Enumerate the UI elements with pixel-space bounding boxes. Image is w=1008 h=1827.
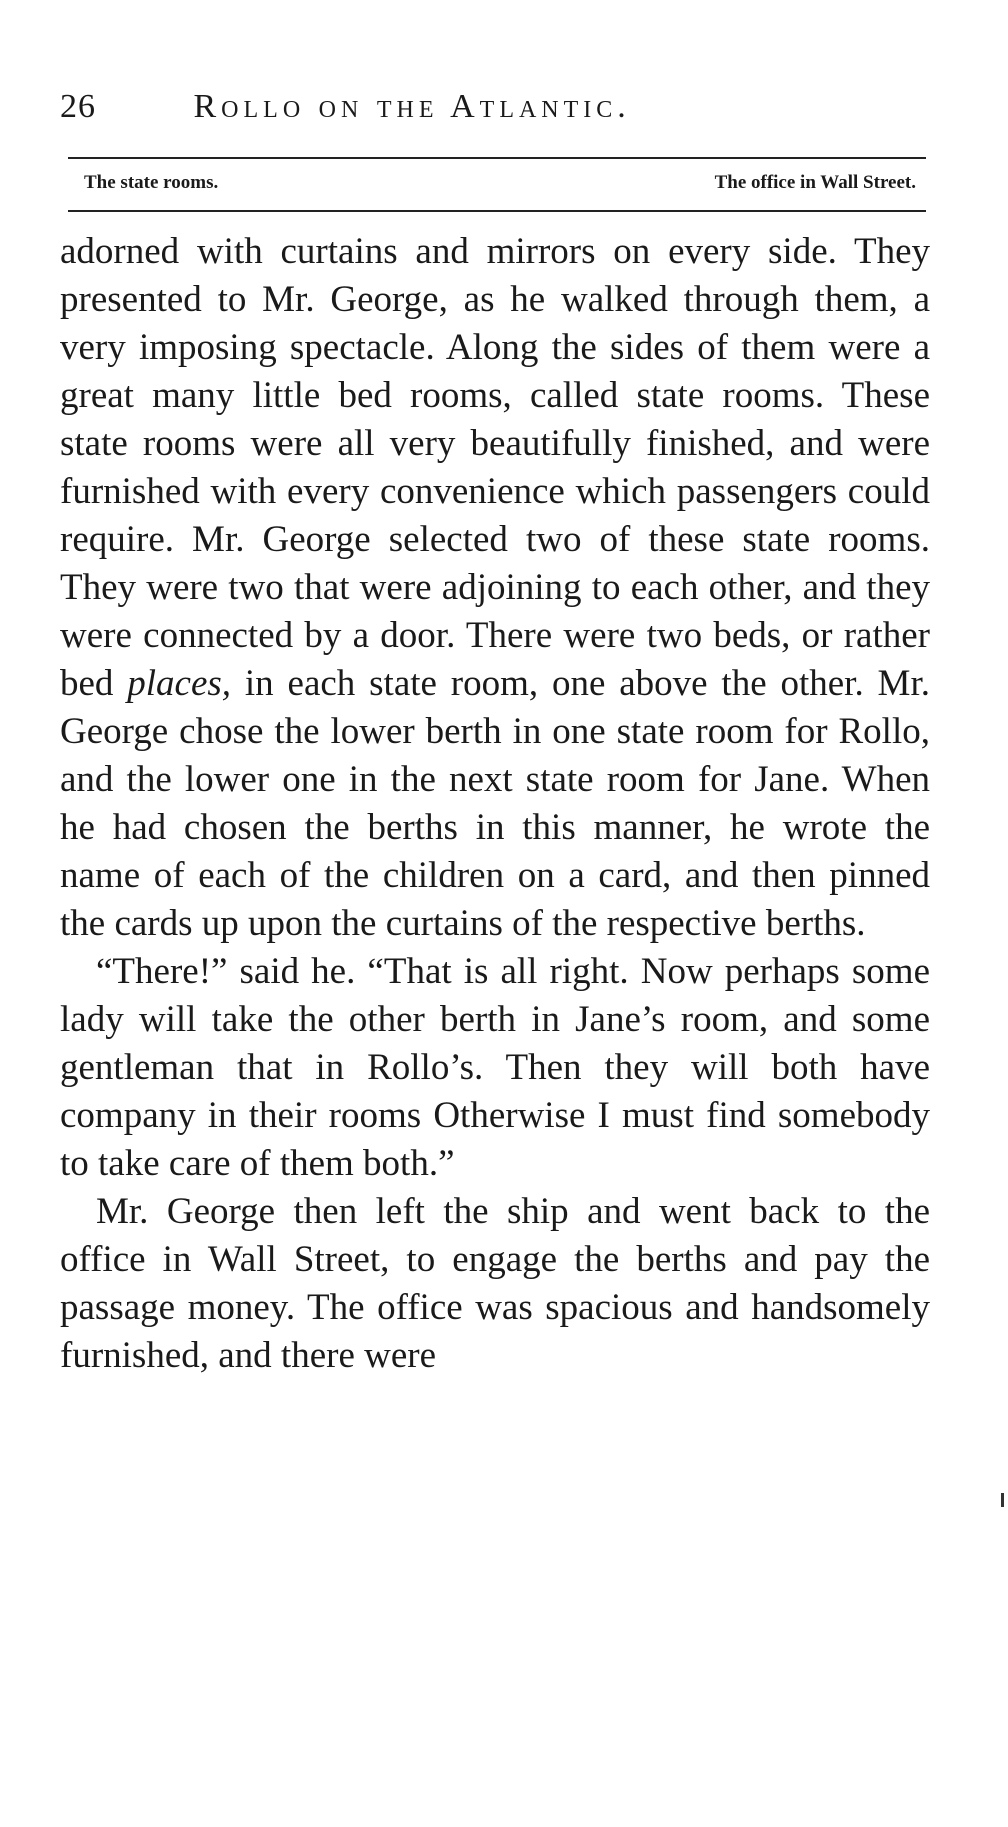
paragraph-3: Mr. George then left the ship and went back to the office in Wall Street, to engage the berths and pay the passage money. The office was spacious and handsomely furnished, and there were bbox=[60, 1191, 930, 1376]
paragraph-1-text-start: adorned with curtains and mirrors on every side. They presented to Mr. George, as he walked through them, a very imposing spectacle. Along the sides of them were a great many little bed rooms, called state rooms. These state rooms were all very beautifully finished, and were furnished with every convenience which passengers could require. Mr. George selected two of these state rooms. They were two that were adjoining to each other, and they were connected by a door. There were two beds, or rather bed bbox=[60, 231, 930, 704]
margin-mark bbox=[1001, 1493, 1004, 1507]
book-title: Rollo on the Atlantic. bbox=[193, 88, 631, 125]
subhead-right: The office in Wall Street. bbox=[714, 172, 916, 193]
page-number: 26 bbox=[60, 88, 96, 125]
subhead-left: The state rooms. bbox=[84, 172, 219, 193]
paragraph-1-text-end: in each state room, one above the other. Mr. George chose the lower berth in one state room for Rollo, and the lower one in the next state room for Jane. When he had chosen the berths in this manner, he wrote the name of each of the children on a card, and then pinned the cards up upon the curtains of the respective berths. bbox=[60, 663, 930, 944]
paragraph-1-italic-word: places, bbox=[127, 663, 232, 704]
paragraph-1 bbox=[60, 228, 930, 948]
header-rule-bottom bbox=[68, 210, 926, 212]
body-text bbox=[60, 228, 930, 1380]
section-subheads bbox=[84, 172, 916, 194]
header-rule-top bbox=[68, 157, 926, 159]
running-head bbox=[60, 88, 940, 126]
paragraph-2: “There!” said he. “That is all right. Now perhaps some lady will take the other berth in Jane’s room, and some gentleman that in Rollo’s. Then they will both have company in their rooms Otherwise I must find somebody to take care of them both.” bbox=[60, 951, 930, 1184]
